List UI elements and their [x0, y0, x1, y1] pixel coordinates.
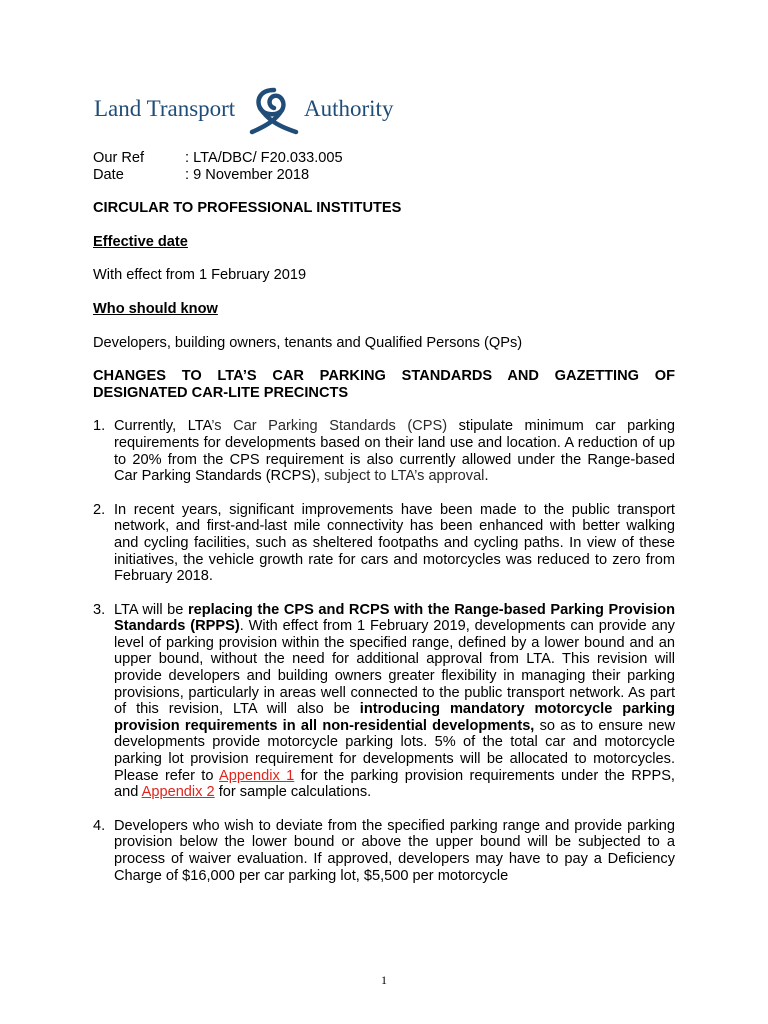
p3-text-f: for the parking provision requirements under the RPPS, and	[114, 767, 675, 801]
ref-value: : LTA/DBC/ F20.033.005	[185, 150, 343, 166]
appendix-2-link[interactable]: Appendix 2	[141, 784, 215, 801]
paragraph-2	[93, 502, 675, 585]
paragraph-3	[93, 602, 675, 801]
effective-date-text: With effect from 1 February 2019	[93, 267, 307, 284]
appendix-1-link[interactable]: Appendix 1	[218, 767, 295, 784]
p3-text-c: . With effect from 1 February 2019, developments can provide any level of parking provision within the specified range, defined by a lower bound and an upper bound, without the need for additional approval from LTA. This revision will provide developers and building owners greater flexibility in managing their parking provisions, particularly in areas well connected to the public transport network. As part of this revision, LTA will also be	[114, 618, 675, 718]
paragraph-text: In recent years, significant improvements have been made to the public transport network, and first-and-last mile connectivity has been enhanced with better walking and cycling facilities, such as sheltered footpaths and cycling paths. In view of these initiatives, the vehicle growth rate for cars and motorcycles was reduced to zero from February 2018.	[114, 501, 675, 585]
logo-text-right: Authority	[304, 96, 394, 121]
p3-text-g: for sample calculations.	[214, 784, 372, 801]
paragraph-text	[114, 418, 675, 484]
circular-title: CIRCULAR TO PROFESSIONAL INSTITUTES	[93, 200, 402, 217]
paragraph-number: 1.	[93, 418, 106, 435]
p1-text-d: , subject to LTA’s approval	[315, 468, 485, 485]
p3-bold-replacing: replacing the CPS and RCPS with the Range-based Parking Provision Standards (RPPS)	[114, 601, 675, 635]
date-label: Date	[93, 166, 124, 183]
date-row	[93, 167, 675, 184]
paragraph-number: 3.	[93, 601, 106, 618]
ref-label: Our Ref	[93, 150, 145, 166]
lta-logo	[94, 86, 404, 138]
p1-text-b: ’s Car Parking Standards (CPS)	[211, 418, 448, 435]
paragraph-text	[114, 602, 675, 801]
lta-ribbon-logo-icon	[248, 86, 300, 136]
date-value: : 9 November 2018	[185, 166, 310, 183]
document-body	[93, 150, 675, 884]
page-number: 1	[381, 973, 387, 987]
main-heading: CHANGES TO LTA’S CAR PARKING STANDARDS AND GAZETTING OF DESIGNATED CAR-LITE PRECINCTS	[93, 368, 675, 401]
p1-text-e: .	[484, 468, 489, 485]
who-should-know-heading: Who should know	[93, 300, 218, 317]
paragraph-text: Developers who wish to deviate from the specified parking range and provide parking provision below the lower bound or above the upper bound will be subjected to a process of waiver evaluation. If approved, developers may have to pay a Deficiency Charge of $16,000 per car parking lot, $5,500 per motorcycle	[114, 817, 675, 884]
p1-text-a: Currently, LTA	[114, 418, 212, 435]
p3-bold-introducing: introducing mandatory motorcycle parking provision requirements in all non-residential developments,	[114, 701, 675, 734]
paragraph-number: 4.	[93, 817, 106, 834]
p3-text-e: so as to ensure new developments provide motorcycle parking lots. 5% of the total car and motorcycle parking lot provision requirement for developments will be allocated to motorcycles. Please refer to	[114, 717, 675, 784]
ref-row	[93, 150, 675, 167]
paragraph-4	[93, 818, 675, 884]
p1-text-c: stipulate minimum car parking requirements for developments based on their land use and location. A reduction of up to 20% from the CPS requirement is also currently allowed under the Range-based Car Parking Standards (RCPS)	[114, 418, 676, 485]
p3-text-a: LTA will be	[114, 601, 188, 618]
effective-date-heading: Effective date	[93, 233, 188, 250]
who-should-know-text: Developers, building owners, tenants and Qualified Persons (QPs)	[93, 334, 523, 351]
paragraph-number: 2.	[93, 501, 106, 518]
paragraph-1	[93, 418, 675, 484]
logo-text-left: Land Transport	[94, 96, 236, 121]
